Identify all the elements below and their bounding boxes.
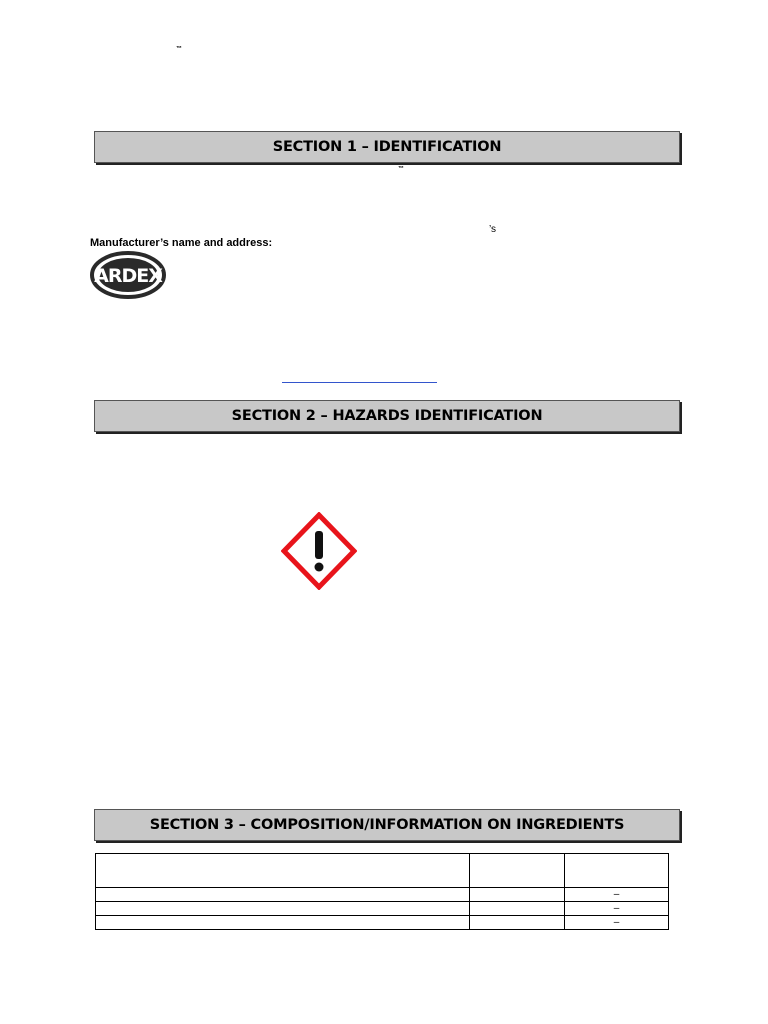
- table-cell: [470, 902, 565, 916]
- possessive-suffix: ’s: [489, 224, 497, 235]
- table-cell: [470, 916, 565, 930]
- section-2-header: SECTION 2 – HAZARDS IDENTIFICATION: [94, 400, 680, 432]
- table-cell: [96, 902, 470, 916]
- trademark-symbol: ™: [176, 46, 182, 52]
- table-row: [96, 916, 669, 930]
- website-link-underline[interactable]: [282, 382, 437, 383]
- exclamation-pictogram-icon: [281, 512, 357, 590]
- table-cell: [96, 888, 470, 902]
- table-cell: [96, 916, 470, 930]
- manufacturer-label: Manufacturer’s name and address:: [90, 237, 273, 249]
- ardex-logo: [90, 251, 166, 299]
- table-row: [96, 902, 669, 916]
- table-cell: –: [565, 902, 669, 916]
- table-cell: –: [565, 888, 669, 902]
- ingredients-table: [95, 853, 669, 930]
- logo-text: ARDEX: [94, 265, 162, 287]
- section-3-header: SECTION 3 – COMPOSITION/INFORMATION ON INGREDIENTS: [94, 809, 680, 841]
- ingredients-header-row: [96, 854, 669, 888]
- table-cell: [470, 888, 565, 902]
- section-1-header: SECTION 1 – IDENTIFICATION: [94, 131, 680, 163]
- table-row: [96, 888, 669, 902]
- header-cell-percent: [565, 854, 669, 888]
- header-cell-cas: [470, 854, 565, 888]
- header-cell-ingredient: [96, 854, 470, 888]
- trademark-symbol-section1: ™: [398, 166, 404, 172]
- table-cell: –: [565, 916, 669, 930]
